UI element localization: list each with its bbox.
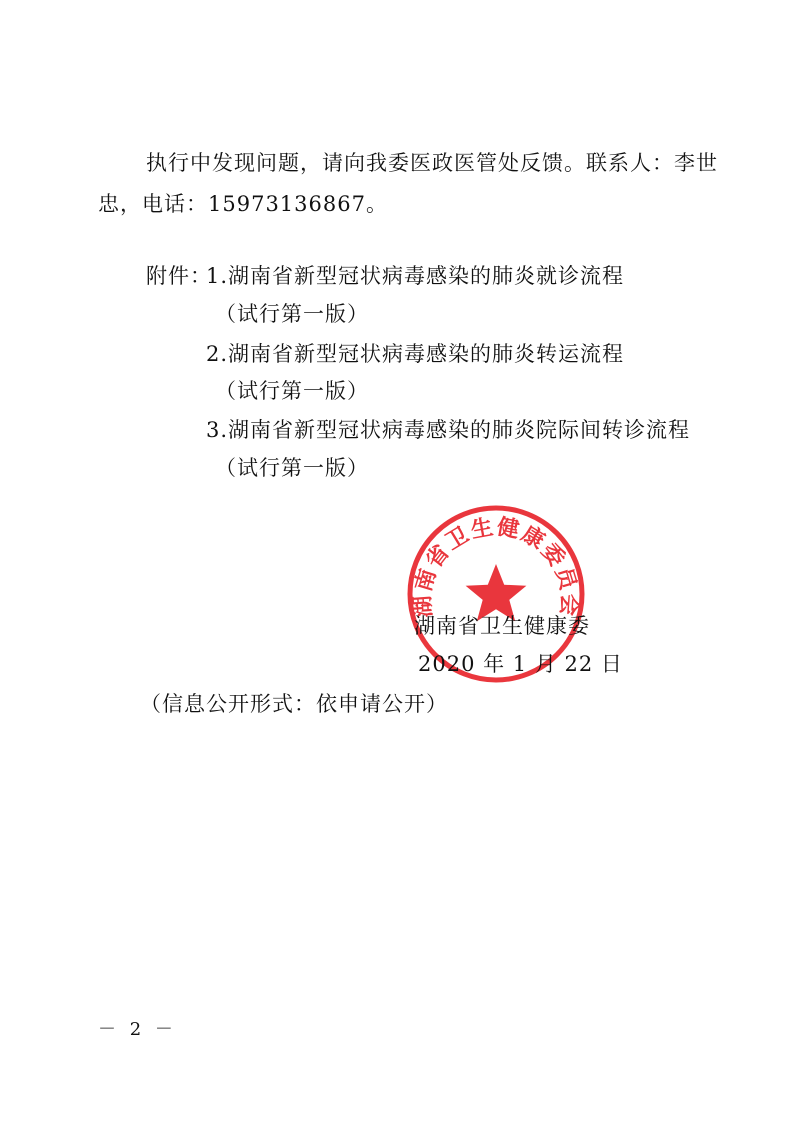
attachment-1-version: （试行第一版） — [215, 302, 369, 326]
attachments-label: 附件： — [146, 264, 212, 288]
body-paragraph-line-1: 执行中发现问题，请向我委医政医管处反馈。联系人：李世 — [146, 151, 718, 175]
seal-arc-text: 湖南省卫生健康委员会 — [409, 513, 583, 619]
body-paragraph-line-2: 忠，电话：15973136867。 — [98, 192, 388, 216]
signer-organization: 湖南省卫生健康委 — [414, 614, 590, 638]
attachment-3-title: 3.湖南省新型冠状病毒感染的肺炎院际间转诊流程 — [206, 418, 691, 442]
signature-date: 2020 年 1 月 22 日 — [418, 652, 623, 676]
attachment-3-version: （试行第一版） — [215, 456, 369, 480]
attachment-1-title: 1.湖南省新型冠状病毒感染的肺炎就诊流程 — [206, 264, 625, 288]
disclosure-note: （信息公开形式：依申请公开） — [140, 692, 448, 716]
page-number: － 2 － — [98, 1019, 177, 1040]
attachment-2-version: （试行第一版） — [215, 379, 369, 403]
attachment-2-title: 2.湖南省新型冠状病毒感染的肺炎转运流程 — [206, 342, 625, 366]
